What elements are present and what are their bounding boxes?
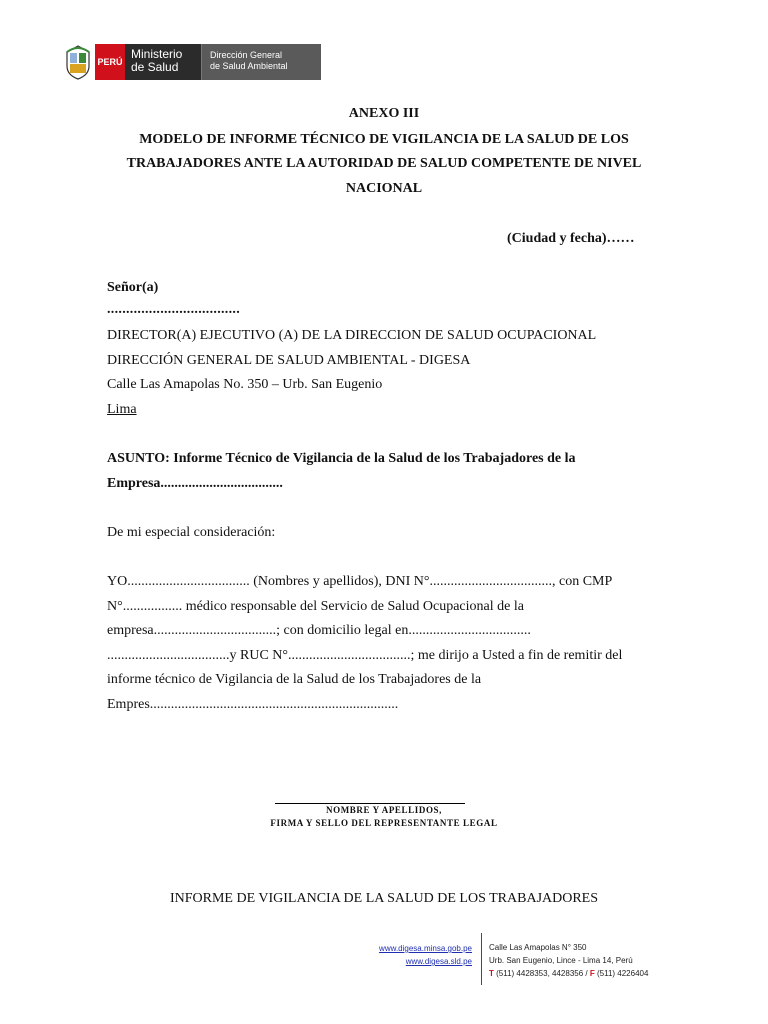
title-line3: NACIONAL <box>345 181 423 196</box>
footer-address <box>489 941 648 980</box>
peru-coat-of-arms-icon <box>65 44 91 80</box>
ministry-line2: de Salud <box>131 60 179 74</box>
footer-divider <box>481 933 482 985</box>
direction-line1: Dirección General <box>210 50 283 60</box>
signature-line2: FIRMA Y SELLO DEL REPRESENTANTE LEGAL <box>270 818 498 828</box>
ministry-logo <box>65 44 321 80</box>
title-line2: TRABAJADORES ANTE LA AUTORIDAD DE SALUD COMPETENTE DE NIVEL <box>126 156 642 171</box>
direction-name <box>202 44 321 80</box>
address-line1: Calle Las Amapolas N° 350 <box>489 943 587 952</box>
footer-link-minsa[interactable]: www.digesa.minsa.gob.pe <box>379 944 472 953</box>
body-line1: YO................................... (Nombres y apellidos), DNI N°..................................., con CMP <box>107 574 613 589</box>
fax-number: (511) 4226404 <box>596 969 649 978</box>
direction-line2: de Salud Ambiental <box>210 61 288 71</box>
salutation: Señor(a) <box>107 280 159 295</box>
annex-title: ANEXO III <box>348 106 420 121</box>
ministry-name <box>125 44 202 80</box>
phone-numbers: (511) 4428353, 4428356 / <box>496 969 588 978</box>
footer-link-sld[interactable]: www.digesa.sld.pe <box>405 957 472 966</box>
recipient-line4: Lima <box>107 402 137 417</box>
body-line4: ...................................y RUC N°...................................; me dirijo a Usted a fin de remitir del <box>107 648 623 663</box>
fax-label: F <box>589 969 595 978</box>
address-line2: Urb. San Eugenio, Lince - Lima 14, Perú <box>489 956 633 965</box>
signature-line1: NOMBRE Y APELLIDOS, <box>326 805 442 815</box>
footer-links <box>379 942 472 968</box>
body-line5: informe técnico de Vigilancia de la Salud de los Trabajadores de la <box>107 672 482 687</box>
recipient-line3: Calle Las Amapolas No. 350 – Urb. San Eugenio <box>107 377 383 392</box>
subject-line1: ASUNTO: Informe Técnico de Vigilancia de la Salud de los Trabajadores de la <box>107 451 576 466</box>
recipient-line1: DIRECTOR(A) EJECUTIVO (A) DE LA DIRECCION DE SALUD OCUPACIONAL <box>107 328 597 343</box>
greeting: De mi especial consideración: <box>107 525 276 540</box>
report-title: INFORME DE VIGILANCIA DE LA SALUD DE LOS TRABAJADORES <box>169 891 599 906</box>
body-line2: N°................. médico responsable del Servicio de Salud Ocupacional de la <box>107 599 524 614</box>
body-line3: empresa...................................; con domicilio legal en................................... <box>107 623 531 638</box>
subject-line2: Empresa................................... <box>107 476 283 491</box>
body-line6: Empres....................................................................... <box>107 697 399 712</box>
ministry-line1: Ministerio <box>131 47 183 61</box>
country-badge: PERÚ <box>95 44 125 80</box>
title-line1: MODELO DE INFORME TÉCNICO DE VIGILANCIA DE LA SALUD DE LOS <box>139 132 629 147</box>
recipient-line2: DIRECCIÓN GENERAL DE SALUD AMBIENTAL - DIGESA <box>107 353 471 368</box>
recipient-dots: ................................... <box>107 302 240 317</box>
phone-label: T <box>489 969 494 978</box>
phone-line <box>489 967 648 980</box>
city-date: (Ciudad y fecha)…… <box>507 231 635 246</box>
